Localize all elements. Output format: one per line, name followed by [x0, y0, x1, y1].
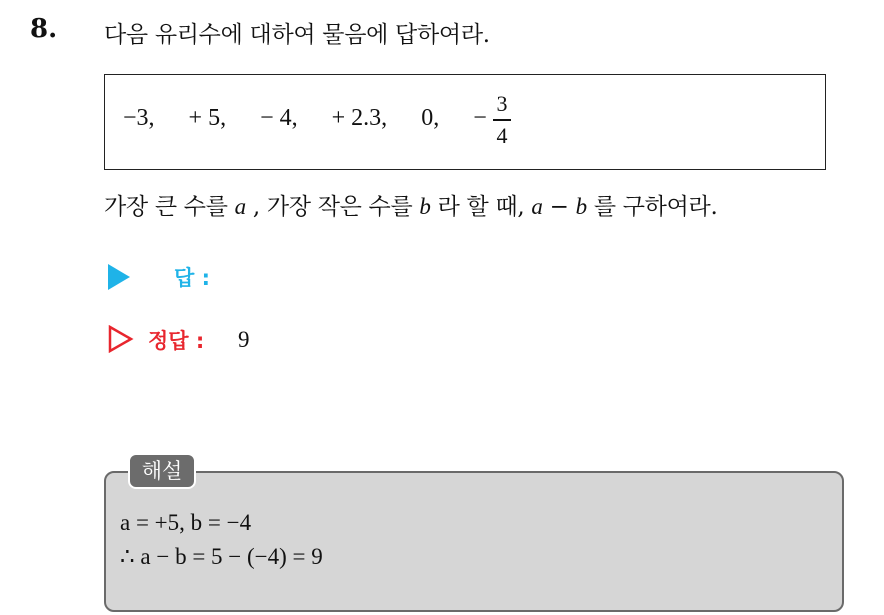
sub-question-text: 라 할 때,: [430, 194, 532, 220]
number-item: 0,: [421, 105, 440, 131]
expression-b: b: [575, 194, 587, 219]
sub-question-text: , 가장 작은 수를: [245, 194, 420, 220]
question-number: 8.: [30, 14, 58, 44]
answer-label: 답 :: [174, 266, 210, 290]
fraction-numerator: 3: [496, 91, 508, 116]
outline-triangle-icon: [108, 325, 134, 353]
number-item: + 2.3,: [331, 105, 388, 131]
variable-a: a: [234, 194, 246, 219]
fraction-bar: [493, 119, 511, 121]
explanation-line: a = +5, b = −4: [120, 510, 252, 535]
minus-sign: −: [542, 194, 576, 220]
explanation-box: [104, 471, 844, 612]
explanation-tag: 해설: [128, 453, 196, 489]
number-item: −: [473, 105, 487, 131]
sub-question: [104, 188, 717, 221]
fraction: [493, 93, 511, 147]
correct-answer-value: 9: [238, 327, 250, 352]
filled-triangle-icon: [108, 264, 130, 290]
sub-question-text: 가장 큰 수를: [104, 194, 235, 220]
number-list-box: [104, 74, 826, 170]
number-item: + 5,: [188, 105, 227, 131]
explanation-line: ∴ a − b = 5 − (−4) = 9: [120, 544, 323, 569]
number-item: − 4,: [260, 105, 298, 131]
sub-question-text: 를 구하여라.: [586, 194, 718, 220]
variable-b: b: [419, 194, 431, 219]
correct-answer-label: 정답 :: [148, 329, 205, 353]
number-list: [123, 105, 487, 132]
question-text: 다음 유리수에 대하여 물음에 답하여라.: [104, 22, 490, 48]
expression-a: a: [531, 194, 543, 219]
number-item: −3,: [123, 105, 155, 131]
fraction-denominator: 4: [496, 122, 508, 148]
